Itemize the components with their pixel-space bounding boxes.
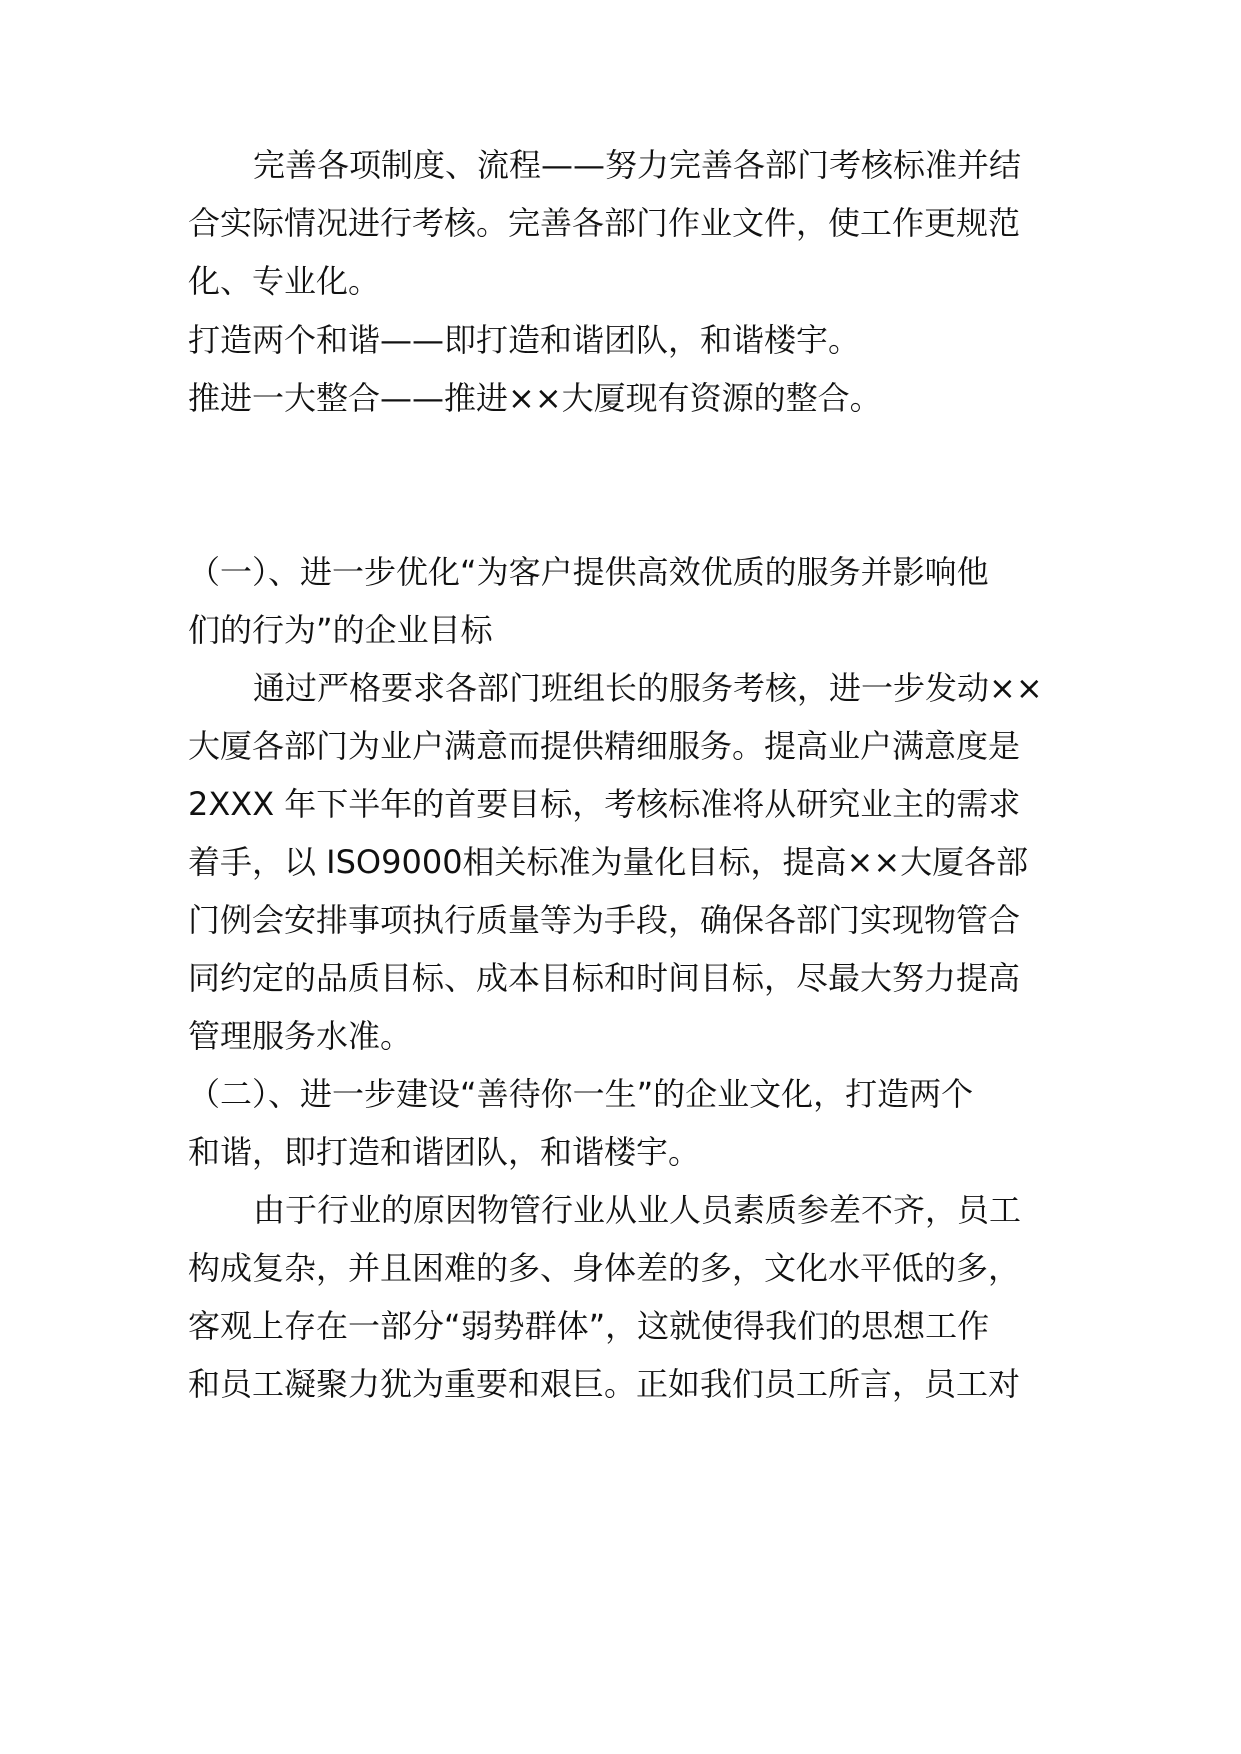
paragraph-line: 同约定的品质目标、成本目标和时间目标，尽最大努力提高	[188, 959, 1021, 997]
paragraph-line: 通过严格要求各部门班组长的服务考核，进一步发动××	[253, 669, 1043, 707]
paragraph-line: 化、专业化。	[188, 262, 381, 300]
paragraph-line: 门例会安排事项执行质量等为手段，确保各部门实现物管合	[188, 901, 1021, 939]
paragraph-line: 大厦各部门为业户满意而提供精细服务。提高业户满意度是	[188, 727, 1021, 765]
section-heading-line: （二）、进一步建设“善待你一生”的企业文化，打造两个	[188, 1075, 974, 1113]
section-heading-line: （一）、进一步优化“为客户提供高效优质的服务并影响他	[188, 553, 989, 591]
paragraph-line: 管理服务水准。	[188, 1017, 413, 1055]
paragraph-line: 打造两个和谐——即打造和谐团队，和谐楼宇。	[188, 321, 861, 359]
section-heading-line: 和谐，即打造和谐团队，和谐楼宇。	[188, 1133, 701, 1171]
paragraph-line: 由于行业的原因物管行业从业人员素质参差不齐，员工	[253, 1191, 1022, 1229]
paragraph-line: 着手，以 ISO9000相关标准为量化目标，提高××大厦各部	[188, 843, 1029, 881]
paragraph-line: 完善各项制度、流程——努力完善各部门考核标准并结	[253, 146, 1022, 184]
paragraph-line: 2XXX 年下半年的首要目标，考核标准将从研究业主的需求	[188, 785, 1021, 823]
paragraph-line: 客观上存在一部分“弱势群体”，这就使得我们的思想工作	[188, 1307, 990, 1345]
paragraph-line: 合实际情况进行考核。完善各部门作业文件，使工作更规范	[188, 204, 1021, 242]
paragraph-line: 和员工凝聚力犹为重要和艰巨。正如我们员工所言，员工对	[188, 1365, 1021, 1403]
paragraph-line: 构成复杂，并且困难的多、身体差的多，文化水平低的多，	[188, 1249, 1021, 1287]
section-heading-line: 们的行为”的企业目标	[188, 611, 493, 649]
paragraph-line: 推进一大整合——推进××大厦现有资源的整合。	[188, 379, 882, 417]
